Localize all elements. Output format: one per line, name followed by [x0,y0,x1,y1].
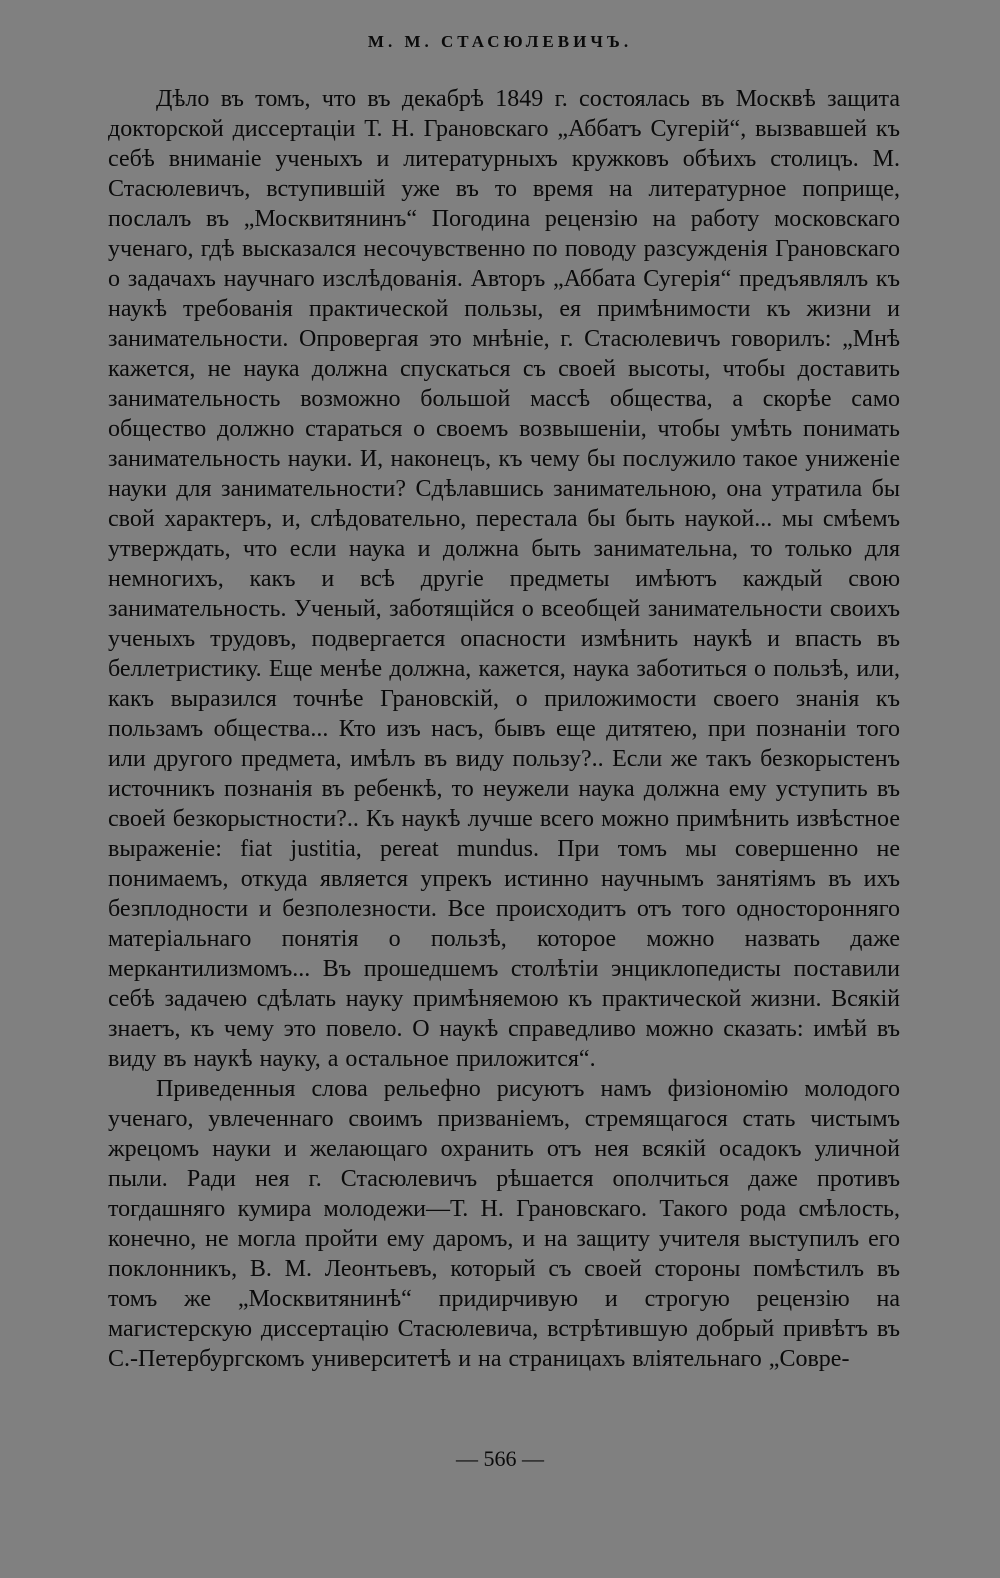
page-number: — 566 — [456,1446,544,1471]
paragraph-2: Приведенныя слова рельефно рисуютъ намъ физіономію молодого ученаго, увлеченнаго своимъ призваніемъ, стремящагося стать чистымъ жрецомъ науки и желающаго охранить отъ нея всякій осадокъ уличной пыли. Ради нея г. Стасюлевичъ рѣшается ополчиться даже противъ тогдашняго кумира молодежи—Т. Н. Грановскаго. Такого рода смѣлость, конечно, не могла пройти ему даромъ, и на защиту учителя выступилъ его поклонникъ, В. М. Леонтьевъ, который съ своей стороны помѣстилъ въ томъ же „Москвитянинѣ“ придирчивую и строгую рецензію на магистерскую диссертацію Стасюлевича, встрѣтившую добрый привѣтъ въ С.-Петербургскомъ университетѣ и на страницахъ вліятельнаго „Совре- [108,1076,900,1372]
body-text [108,84,900,1374]
paragraph-1: Дѣло въ томъ, что въ декабрѣ 1849 г. состоялась въ Москвѣ защита докторской диссертацiи Т. Н. Грановскаго „Аббатъ Сугерій“, вызвавшей къ себѣ вниманіе ученыхъ и литературныхъ кружковъ обѣихъ столицъ. М. Стасюлевичъ, вступившій уже въ то время на литературное поприще, послалъ въ „Москвитянинъ“ Погодина рецензію на работу московскаго ученаго, гдѣ высказался несочувственно по поводу разсужденія Грановскаго о задачахъ научнаго изслѣдованія. Авторъ „Аббата Сугерія“ предъявлялъ къ наукѣ требованія практической пользы, ея примѣнимости къ жизни и занимательности. Опровергая это мнѣніе, г. Стасюлевичъ говорилъ: „Мнѣ кажется, не наука должна спускаться съ своей высоты, чтобы доставить занимательность возможно большой массѣ общества, а скорѣе само общество должно стараться о своемъ возвышеніи, чтобы умѣть понимать занимательность науки. И, наконецъ, къ чему бы послужило такое униженіе науки для занимательности? Сдѣлавшись занимательною, она утратила бы свой характеръ, и, слѣдовательно, перестала бы быть наукой... мы смѣемъ утверждать, что если наука и должна быть занимательна, то только для немногихъ, какъ и всѣ другіе предметы имѣютъ каждый свою занимательность. Ученый, заботящійся о всеобщей занимательности своихъ ученыхъ трудовъ, подвергается опасности измѣнить наукѣ и впасть въ беллетристику. Еще менѣе должна, кажется, наука заботиться о пользѣ, или, какъ выразился точнѣе Грановскій, о приложимости своего знанія къ пользамъ общества... Кто изъ насъ, бывъ еще дитятею, при познаніи того или другого предмета, имѣлъ въ виду пользу?.. Если же такъ безкорыстенъ источникъ познанія въ ребенкѣ, то неужели наука должна ему уступить въ своей безкорыстности?.. Къ наукѣ лучше всего можно примѣнить извѣстное выраженіе: fiat justitia, pereat mundus. При томъ мы совершенно не понимаемъ, откуда является упрекъ истинно научнымъ занятіямъ въ ихъ безплодности и безполезности. Все происходитъ отъ того односторонняго матеріальнаго понятія о пользѣ, которое можно назвать даже меркантилизмомъ... Въ прошедшемъ столѣтіи энциклопедисты поставили себѣ задачею сдѣлать науку примѣняемою къ практической жизни. Всякій знаетъ, къ чему это повело. О наукѣ справедливо можно сказать: имѣй въ виду въ наукѣ науку, а остальное приложится“. [108,86,900,1072]
running-header: М. М. СТАСЮЛЕВИЧЪ. [367,32,633,51]
